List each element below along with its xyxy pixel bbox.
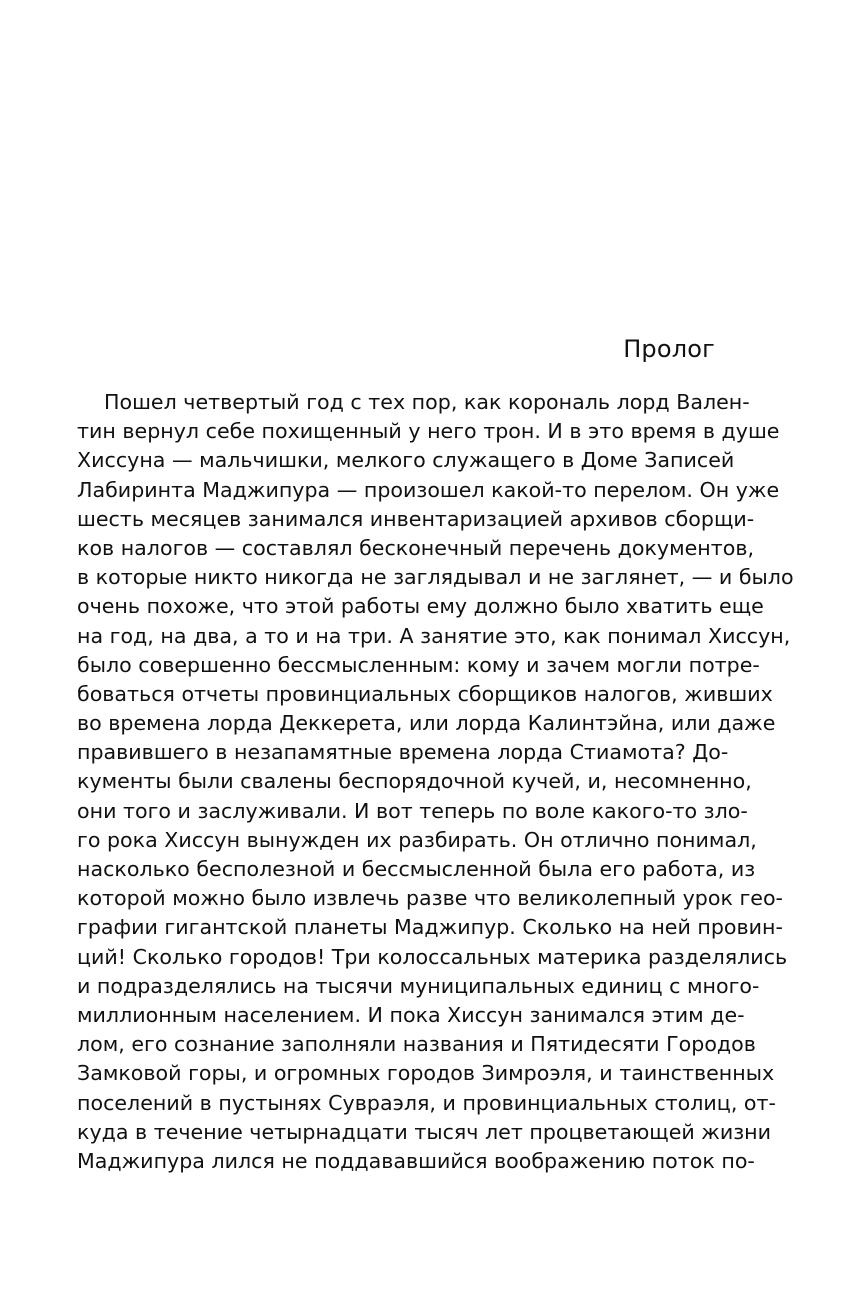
- chapter-title: Пролог: [623, 335, 715, 363]
- text-line: Лабиринта Маджипура — произошел какой-то перелом. Он уже: [77, 477, 780, 502]
- text-line: лом, его сознание заполняли названия и Пятидесяти Городов: [77, 1032, 756, 1057]
- text-line: которой можно было извлечь разве что великолепный урок гео-: [77, 886, 783, 911]
- text-line: Замковой горы, и огромных городов Зимроэля, и таинственных: [77, 1061, 775, 1086]
- text-line: шесть месяцев занимался инвентаризацией архивов сборщи-: [77, 506, 755, 531]
- text-line: правившего в незапамятные времена лорда Стиамота? До-: [77, 740, 729, 765]
- text-line: го рока Хиссун вынужден их разбирать. Он отлично понимал,: [77, 827, 757, 852]
- text-line: в которые никто никогда не заглядывал и не заглянет, — и было: [77, 565, 794, 590]
- text-line: боваться отчеты провинциальных сборщиков налогов, живших: [77, 681, 773, 706]
- text-line: на год, на два, а то и на три. А занятие это, как понимал Хиссун,: [77, 623, 791, 648]
- text-line: насколько бесполезной и бессмысленной была его работа, из: [77, 857, 756, 881]
- text-line: Хиссуна — мальчишки, мелкого служащего в Доме Записей: [77, 448, 735, 473]
- text-line: графии гигантской планеты Маджипур. Сколько на ней провин-: [77, 915, 783, 940]
- text-line: миллионным населением. И пока Хиссун занимался этим де-: [77, 1002, 745, 1027]
- text-line: они того и заслуживали. И вот теперь по воле какого-то зло-: [77, 798, 748, 823]
- text-line: и подразделялись на тысячи муниципальных единиц с много-: [77, 973, 760, 998]
- text-line: было совершенно бессмысленным: кому и зачем могли потре-: [77, 652, 760, 677]
- text-line: ций! Сколько городов! Три колоссальных материка разделялись: [77, 944, 788, 969]
- text-line: ков налогов — составлял бесконечный перечень документов,: [77, 535, 755, 560]
- text-line: тин вернул себе похищенный у него трон. И в это время в душе: [77, 419, 780, 444]
- text-line: поселений в пустынях Сувраэля, и провинциальных столиц, от-: [77, 1090, 776, 1115]
- text-line: очень похоже, что этой работы ему должно было хватить еще: [77, 594, 764, 619]
- text-line: куда в течение четырнадцати тысяч лет процветающей жизни: [77, 1119, 772, 1144]
- text-line: во времена лорда Деккерета, или лорда Калинтэйна, или даже: [77, 711, 776, 736]
- text-line: Маджипура лился не поддававшийся воображению поток по-: [77, 1148, 755, 1173]
- text-line: кументы были свалены беспорядочной кучей, и, несомненно,: [77, 769, 752, 794]
- text-line: Пошел четвертый год с тех пор, как корональ лорд Вален-: [104, 390, 750, 414]
- body-text: [77, 388, 794, 1176]
